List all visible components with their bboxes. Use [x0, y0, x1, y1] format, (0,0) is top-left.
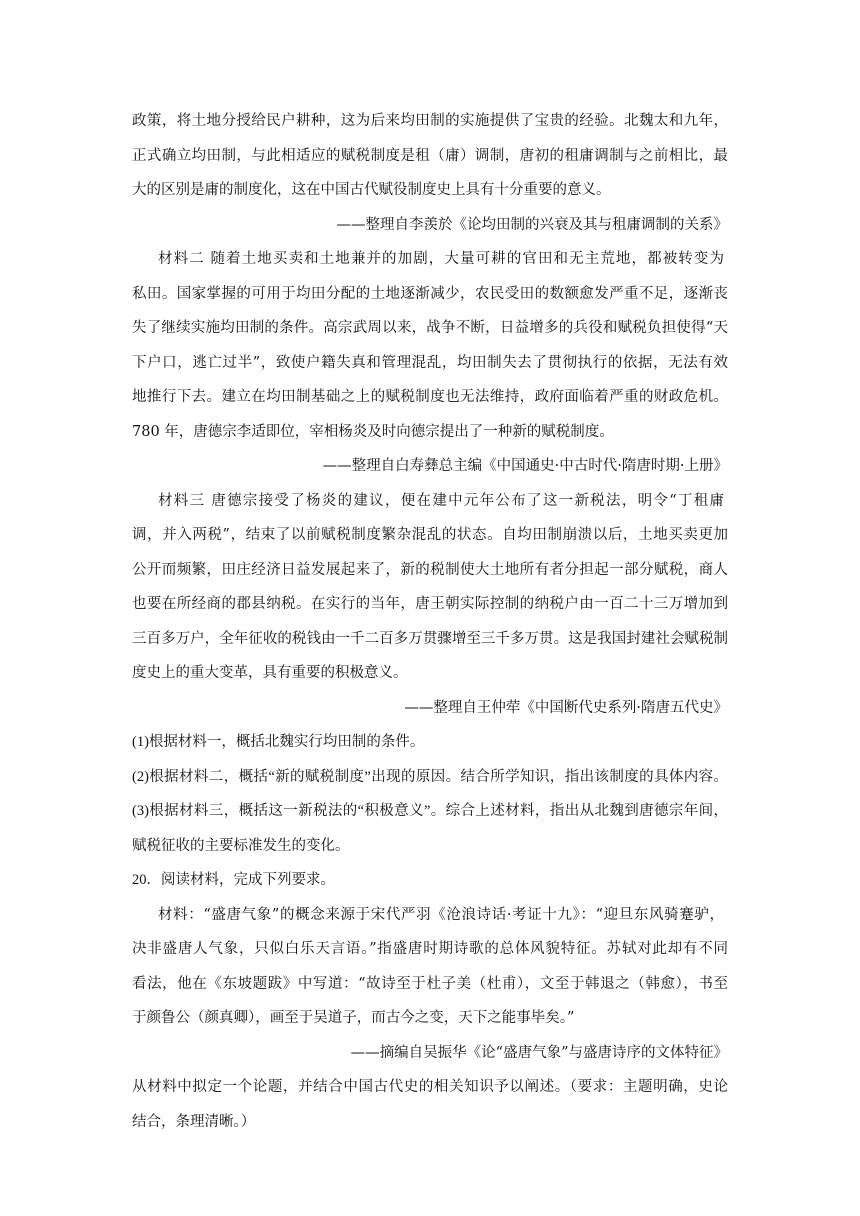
text-line: 政策，将土地分授给民户耕种，这为后来均田制的实施提供了宝贵的经验。北魏太和九年，	[132, 113, 728, 129]
text-line: 下户口，逃亡过半”，致使户籍失真和管理混乱，均田制失去了贯彻执行的依据，无法有效	[132, 355, 728, 371]
question-3: (3)根据材料三，概括这一新税法的“积极意义”。综合上述材料，指出从北魏到唐德宗年间，	[132, 803, 728, 819]
question-20-prompt: 从材料中拟定一个论题，并结合中国古代史的相关知识予以阐述。（要求：主题明确，史论	[132, 1079, 728, 1095]
text-line: 调，并入两税”，结束了以前赋税制度繁杂混乱的状态。自均田制崩溃以后，土地买卖更加	[132, 527, 728, 543]
text-line: 于颜鲁公（颜真卿），画至于吴道子，而古今之变，天下之能事毕矣。”	[132, 1010, 575, 1026]
text-line: 看法，他在《东坡题跋》中写道：“故诗至于杜子美（杜甫），文至于韩退之（韩愈），书至	[132, 976, 728, 992]
question-20-prompt-continued: 结合，条理清晰。）	[132, 1114, 256, 1130]
question-20-heading: 20．阅读材料，完成下列要求。	[132, 872, 335, 888]
text-line: 决非盛唐人气象，只似白乐天言语。”指盛唐时期诗歌的总体风貌特征。苏轼对此却有不同	[132, 941, 728, 957]
question-3-continued: 赋税征收的主要标准发生的变化。	[132, 838, 350, 854]
text-line: 材料三 唐德宗接受了杨炎的建议，便在建中元年公布了这一新税法，明令“丁租庸	[158, 493, 724, 509]
source-citation: ——整理自王仲荦《中国断代史系列·隋唐五代史》	[404, 700, 728, 716]
text-line: 正式确立均田制，与此相适应的赋税制度是租（庸）调制，唐初的租庸调制与之前相比，最	[132, 148, 728, 164]
source-citation: ——整理自白寿彝总主编《中国通史·中古时代·隋唐时期·上册》	[322, 458, 728, 474]
text-line: 公开而频繁，田庄经济日益发展起来了，新的税制使大土地所有者分担起一部分赋税，商人	[132, 562, 728, 578]
text-line: 地推行下去。建立在均田制基础之上的赋税制度也无法维持，政府面临着严重的财政危机。	[132, 389, 728, 405]
text-line: 材料：“盛唐气象”的概念来源于宋代严羽《沧浪诗话·考证十九》：“迎旦东风骑蹇驴，	[158, 907, 724, 923]
question-1: (1)根据材料一，概括北魏实行均田制的条件。	[132, 734, 425, 750]
text-line: 大的区别是庸的制度化，这在中国古代赋役制度史上具有十分重要的意义。	[132, 182, 611, 198]
text-line: 三百多万户，全年征收的税钱由一千二百多万贯骤增至三千多万贯。这是我国封建社会赋税制	[132, 631, 728, 647]
text-line: 失了继续实施均田制的条件。高宗武周以来，战争不断，日益增多的兵役和赋税负担使得“天	[132, 320, 728, 336]
text-line: 也要在所经商的郡县纳税。在实行的当年，唐王朝实际控制的纳税户由一百二十三万增加到	[132, 596, 728, 612]
source-citation: ——整理自李羡於《论均田制的兴衰及其与租庸调制的关系》	[336, 217, 728, 233]
text-line: 材料二 随着土地买卖和土地兼并的加剧，大量可耕的官田和无主荒地，都被转变为	[158, 251, 724, 267]
source-citation: ——摘编自吴振华《论“盛唐气象”与盛唐诗序的文体特征》	[350, 1045, 728, 1061]
text-line: 私田。国家掌握的可用于均田分配的土地逐渐减少，农民受田的数额愈发严重不足，逐渐丧	[132, 286, 728, 302]
question-2: (2)根据材料二，概括“新的赋税制度”出现的原因。结合所学知识，指出该制度的具体内容。	[132, 769, 728, 785]
text-line: 780 年，唐德宗李适即位，宰相杨炎及时向德宗提出了一种新的赋税制度。	[132, 424, 614, 440]
text-line: 度史上的重大变革，具有重要的积极意义。	[132, 665, 408, 681]
